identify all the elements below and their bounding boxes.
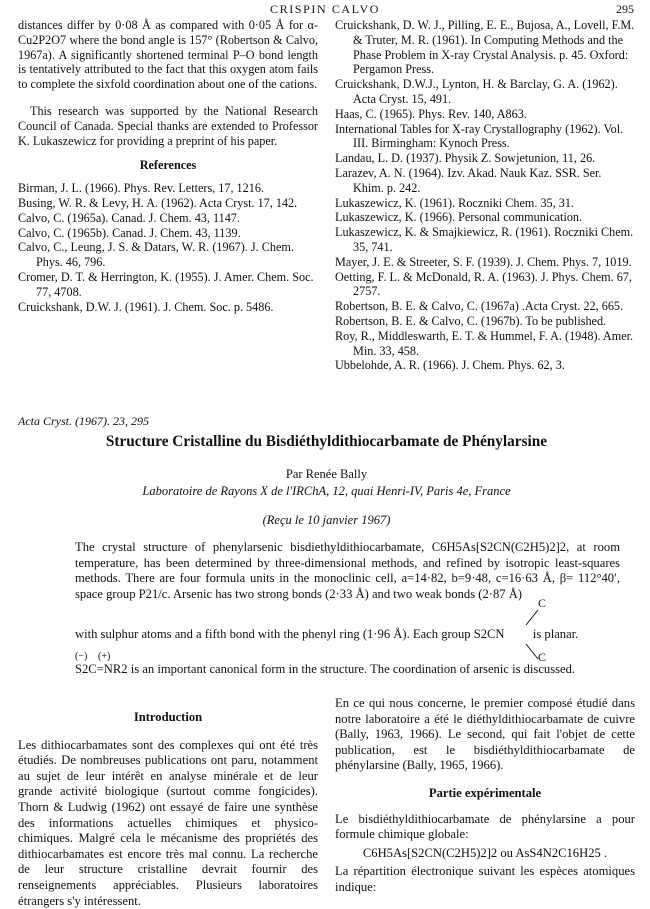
- abstract-paragraph: The crystal structure of phenylarsenic bisdiethyldithiocarbamate, C6H5As[S2CN(C2H5)2]2, at room temperature, has been determined by three-dimensional methods, and refined by isotropic least-squares methods. There are four formula units in the monoclinic cell, a=14·82, b=9·48, c=16·63 Å, β= 112°40′, space group P21/c. Arsenic has two strong bonds (2·33 Å) and two weak bonds (2·87 Å): [75, 540, 620, 601]
- references-list-right: [335, 18, 635, 373]
- introduction-section: [18, 696, 318, 909]
- reference-item: Landau, L. D. (1937). Physik Z. Sowjetunion, 11, 26.: [335, 151, 596, 166]
- introduction-heading: Introduction: [133, 710, 203, 724]
- paragraph-bond-distances: distances differ by 0·08 Å as compared with 0·05 Å for α-Cu2P2O7 where the bond angle is 157° (Robertson & Calvo, 1967a). A significantly shortened terminal P–O bond length is tentatively attributed to the fact that this oxygen atom fails to complete the sixfold coordination about one of the cations.: [18, 18, 318, 92]
- reference-item: Calvo, C. (1965b). Canad. J. Chem. 43, 1139.: [18, 225, 241, 240]
- reference-item: Cruickshank, D.W. J. (1961). J. Chem. Soc. p. 5486.: [18, 299, 274, 314]
- page-number: 295: [616, 2, 634, 16]
- reference-item: Cromer, D. T. & Herrington, K. (1955). J. Amer. Chem. Soc. 77, 4708.: [18, 269, 314, 299]
- article-header: [18, 414, 635, 528]
- references-heading: References: [139, 158, 197, 173]
- article-author: Par Renée Bally: [285, 467, 368, 481]
- abstract: [75, 540, 620, 602]
- right-column-top: [335, 18, 635, 373]
- introduction-text: Les dithiocarbamates sont des complexes qui ont été très étudiés. De nombreuses publications ont paru, notamment au sujet de leur intérêt en analyse minérale et de leur grande activité biologique (surtout comme fongicides). Thorn & Ludwig (1962) ont essayé de faire une synthèse des informations actuelles chimiques et physico-chimiques. Malgré cela le mécanisme des propriétés des dithiocarbamates est encore très mal connu. La recherche de leur structure cristalline devrait fournir des renseignements appréciables. Plusieurs laboratoires étrangers s'y intéressent.: [18, 737, 318, 908]
- reference-item: International Tables for X-ray Crystallography (1962). Vol. III. Birmingham: Kynoch Press.: [335, 121, 624, 151]
- reference-item: Mayer, J. E. & Streeter, S. F. (1939). J. Chem. Phys. 7, 1019.: [335, 254, 632, 269]
- reference-item: Busing, W. R. & Levy, H. A. (1962). Acta Cryst. 17, 142.: [18, 195, 298, 210]
- chemical-formula: C6H5As[S2CN(C2H5)2]2 ou AsS4N2C16H25 .: [362, 845, 608, 860]
- abstract-canonical-text: is an important canonical form in the structure. The coordination of arsenic is discussed.: [130, 662, 576, 676]
- references-list-left: [18, 181, 318, 314]
- received-date: (Reçu le 10 janvier 1967): [262, 513, 391, 527]
- canonical-formula: S2C=NR2: [75, 662, 128, 676]
- charge-plus: (+): [98, 651, 111, 662]
- reference-item: Roy, R., Middleswarth, E. T. & Hummel, F. A. (1948). Amer. Min. 33, 458.: [335, 328, 634, 358]
- charge-minus: (−): [75, 651, 88, 662]
- acknowledgement: This research was supported by the National Research Council of Canada. Special thanks are extended to Professor K. Lukaszewicz for providing a preprint of his paper.: [18, 103, 318, 148]
- article-title: Structure Cristalline du Bisdiéthyldithiocarbamate de Phénylarsine: [105, 433, 548, 450]
- reference-item: Calvo, C. (1965a). Canad. J. Chem. 43, 1147.: [18, 210, 240, 225]
- reference-item: Lukaszewicz, K. & Smajkiewicz, R. (1961). Roczniki Chem. 35, 741.: [335, 225, 634, 254]
- chem-carbon-top: C: [538, 596, 547, 610]
- reference-item: Oetting, F. L. & McDonald, R. A. (1963). J. Phys. Chem. 67, 2757.: [335, 269, 632, 299]
- paragraph-electronic: La répartition électronique suivant les espèces atomiques indique:: [335, 864, 635, 894]
- chem-carbon-bottom: C: [538, 650, 547, 664]
- left-column-top: [18, 18, 318, 314]
- reference-item: Robertson, B. E. & Calvo, C. (1967b). To be published.: [335, 313, 607, 328]
- reference-item: Larazev, A. N. (1964). Izv. Akad. Nauk Kaz. SSR. Ser. Khim. p. 242.: [335, 165, 602, 195]
- reference-item: Robertson, B. E. & Calvo, C. (1967a) .Acta Cryst. 22, 665.: [335, 299, 624, 314]
- paragraph-compounds: En ce qui nous concerne, le premier composé étudié dans notre laboratoire a été le diéthyldithiocarbamate de cuivre (Bally, 1963, 1966). Le second, qui fait l'objet de cette publication, est le bisdiéthyldithiocarbamate de phénylarsine (Bally, 1965, 1966).: [335, 696, 635, 773]
- reference-item: Cruickshank, D. W. J., Pilling, E. E., Bujosa, A., Lovell, F.M. & Truter, M. R. (1961). In Computing Methods and the Phase Problem in X-ray Crystal Analysis. p. 45. Oxford: Pergamon Press.: [335, 18, 635, 77]
- abstract-line-canonical: [75, 662, 575, 677]
- experimental-heading: Partie expérimentale: [428, 785, 542, 800]
- reference-item: Lukaszewicz, K. (1961). Roczniki Chem. 35, 31.: [335, 195, 574, 210]
- running-head: CRISPIN CALVO: [270, 2, 381, 16]
- reference-item: Calvo, C., Leung, J. S. & Datars, W. R. (1967). J. Chem. Phys. 46, 796.: [18, 240, 294, 270]
- reference-item: Ubbelohde, A. R. (1966). J. Chem. Phys. 62, 3.: [335, 358, 565, 373]
- right-column-bottom: [335, 696, 635, 896]
- reference-item: Haas, C. (1965). Phys. Rev. 140, A863.: [335, 106, 527, 121]
- abstract-planar-text: is planar.: [532, 627, 579, 641]
- reference-item: Cruickshank, D.W.J., Lynton, H. & Barclay, G. A. (1962). Acta Cryst. 15, 491.: [335, 77, 618, 106]
- reference-item: Lukaszewicz, K. (1966). Personal communication.: [335, 210, 583, 225]
- paragraph-formula-intro: Le bisdiéthyldithiocarbamate de phénylarsine a pour formule chimique globale:: [335, 811, 635, 842]
- page-header: [0, 2, 650, 16]
- journal-reference: Acta Cryst. (1967). 23, 295: [18, 414, 149, 428]
- reference-item: Birman, J. L. (1966). Phys. Rev. Letters, 17, 1216.: [18, 181, 264, 196]
- abstract-s2cn-text: with sulphur atoms and a fifth bond with the phenyl ring (1·96 Å). Each group S2CN: [75, 627, 505, 641]
- abstract-line-s2cn: [75, 627, 578, 642]
- author-affiliation: Laboratoire de Rayons X de l'IRChA, 12, quai Henri-IV, Paris 4e, France: [142, 484, 511, 498]
